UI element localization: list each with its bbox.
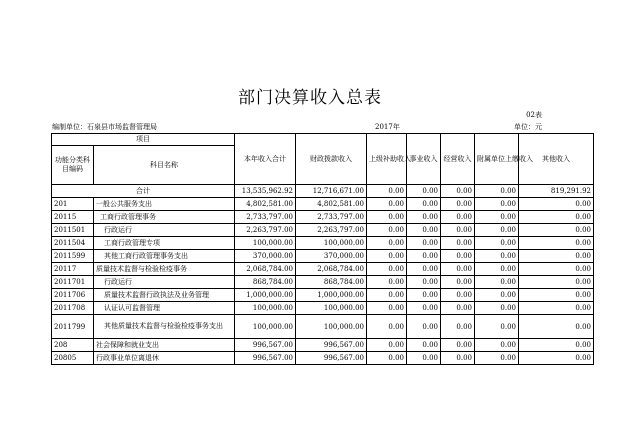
subsidy-cell: 0.00 xyxy=(367,224,407,237)
fiscal-cell: 1,000,000.00 xyxy=(296,289,367,302)
business-cell: 0.00 xyxy=(407,339,441,352)
subsidy-cell: 0.00 xyxy=(367,276,407,289)
total-cell: 100,000.00 xyxy=(235,302,296,315)
name-cell: 认证认可监督管理 xyxy=(94,302,235,315)
header-fiscal: 财政拨款收入 xyxy=(296,134,367,185)
header-total-income: 本年收入合计 xyxy=(235,134,296,185)
name-cell: 其他质量技术监督与检验检疫事务支出 xyxy=(94,315,235,339)
affiliated-cell: 0.00 xyxy=(475,352,519,365)
fiscal-cell: 2,733,797.00 xyxy=(296,211,367,224)
other-cell: 0.00 xyxy=(519,198,594,211)
table-row xyxy=(52,302,594,315)
subsidy-cell: 0.00 xyxy=(367,237,407,250)
operating-cell: 0.00 xyxy=(441,315,475,339)
code-cell: 20117 xyxy=(52,263,94,276)
code-cell: 2011504 xyxy=(52,237,94,250)
total-cell: 100,000.00 xyxy=(235,315,296,339)
fiscal-cell: 2,263,797.00 xyxy=(296,224,367,237)
code-cell: 2011706 xyxy=(52,289,94,302)
business-cell: 0.00 xyxy=(407,250,441,263)
affiliated-cell: 0.00 xyxy=(475,250,519,263)
table-row xyxy=(52,250,594,263)
header-name: 科目名称 xyxy=(94,146,235,185)
operating-cell: 0.00 xyxy=(441,352,475,365)
total-cell: 2,263,797.00 xyxy=(235,224,296,237)
operating-cell: 0.00 xyxy=(441,198,475,211)
code-cell: 208 xyxy=(52,339,94,352)
name-cell: 工商行政管理专项 xyxy=(94,237,235,250)
other-cell: 0.00 xyxy=(519,339,594,352)
business-cell: 0.00 xyxy=(407,211,441,224)
table-row xyxy=(52,211,594,224)
subsidy-cell: 0.00 xyxy=(367,211,407,224)
header-affiliated: 附属单位上缴收入 xyxy=(475,134,519,185)
table-row xyxy=(52,224,594,237)
other-cell: 0.00 xyxy=(519,302,594,315)
code-cell: 2011501 xyxy=(52,224,94,237)
page-title: 部门决算收入总表 xyxy=(238,88,382,108)
operating-cell: 0.00 xyxy=(441,211,475,224)
business-cell: 0.00 xyxy=(407,352,441,365)
fiscal-cell: 868,784.00 xyxy=(296,276,367,289)
affiliated-cell: 0.00 xyxy=(475,211,519,224)
table-row xyxy=(52,339,594,352)
operating-cell: 0.00 xyxy=(441,263,475,276)
total-affiliated-cell: 0.00 xyxy=(475,185,519,198)
affiliated-cell: 0.00 xyxy=(475,315,519,339)
business-cell: 0.00 xyxy=(407,276,441,289)
reporting-unit: 编制单位：石泉县市场监督管理局 xyxy=(52,123,157,131)
name-cell: 质量技术监督与检验检疫事务 xyxy=(94,263,235,276)
affiliated-cell: 0.00 xyxy=(475,224,519,237)
table-row xyxy=(52,352,594,365)
total-cell: 996,567.00 xyxy=(235,352,296,365)
business-cell: 0.00 xyxy=(407,237,441,250)
other-cell: 0.00 xyxy=(519,211,594,224)
subsidy-cell: 0.00 xyxy=(367,315,407,339)
other-cell: 0.00 xyxy=(519,352,594,365)
table-row xyxy=(52,237,594,250)
form-number: 02表 xyxy=(526,111,542,119)
business-cell: 0.00 xyxy=(407,315,441,339)
code-cell: 2011799 xyxy=(52,315,94,339)
report-year: 2017年 xyxy=(375,123,400,131)
other-cell: 0.00 xyxy=(519,263,594,276)
fiscal-cell: 100,000.00 xyxy=(296,315,367,339)
fiscal-cell: 4,802,581.00 xyxy=(296,198,367,211)
fiscal-cell: 100,000.00 xyxy=(296,237,367,250)
header-business: 事业收入 xyxy=(407,134,441,185)
fiscal-cell: 2,068,784.00 xyxy=(296,263,367,276)
name-cell: 社会保障和就业支出 xyxy=(94,339,235,352)
affiliated-cell: 0.00 xyxy=(475,263,519,276)
name-cell: 工商行政管理事务 xyxy=(94,211,235,224)
subsidy-cell: 0.00 xyxy=(367,339,407,352)
total-business-cell: 0.00 xyxy=(407,185,441,198)
total-row xyxy=(52,185,594,198)
subsidy-cell: 0.00 xyxy=(367,250,407,263)
table-row xyxy=(52,276,594,289)
fiscal-cell: 996,567.00 xyxy=(296,339,367,352)
affiliated-cell: 0.00 xyxy=(475,289,519,302)
business-cell: 0.00 xyxy=(407,224,441,237)
operating-cell: 0.00 xyxy=(441,250,475,263)
header-project: 项目 xyxy=(52,134,235,146)
table-row xyxy=(52,198,594,211)
other-cell: 0.00 xyxy=(519,250,594,263)
total-other-cell: 819,291.92 xyxy=(519,185,594,198)
total-income-cell: 13,535,962.92 xyxy=(235,185,296,198)
affiliated-cell: 0.00 xyxy=(475,339,519,352)
operating-cell: 0.00 xyxy=(441,339,475,352)
affiliated-cell: 0.00 xyxy=(475,302,519,315)
code-cell: 20115 xyxy=(52,211,94,224)
name-cell: 行政事业单位离退休 xyxy=(94,352,235,365)
total-cell: 1,000,000.00 xyxy=(235,289,296,302)
name-cell: 行政运行 xyxy=(94,224,235,237)
fiscal-cell: 370,000.00 xyxy=(296,250,367,263)
currency-unit: 单位：元 xyxy=(514,123,542,131)
other-cell: 0.00 xyxy=(519,289,594,302)
fiscal-cell: 996,567.00 xyxy=(296,352,367,365)
total-subsidy-cell: 0.00 xyxy=(367,185,407,198)
name-cell: 一般公共服务支出 xyxy=(94,198,235,211)
table-row xyxy=(52,315,594,339)
operating-cell: 0.00 xyxy=(441,302,475,315)
business-cell: 0.00 xyxy=(407,263,441,276)
operating-cell: 0.00 xyxy=(441,237,475,250)
code-cell: 2011708 xyxy=(52,302,94,315)
business-cell: 0.00 xyxy=(407,302,441,315)
name-cell: 行政运行 xyxy=(94,276,235,289)
table-row xyxy=(52,263,594,276)
total-cell: 370,000.00 xyxy=(235,250,296,263)
code-cell: 2011599 xyxy=(52,250,94,263)
total-cell: 2,068,784.00 xyxy=(235,263,296,276)
total-operating-cell: 0.00 xyxy=(441,185,475,198)
operating-cell: 0.00 xyxy=(441,289,475,302)
subsidy-cell: 0.00 xyxy=(367,302,407,315)
total-cell: 100,000.00 xyxy=(235,237,296,250)
total-cell: 996,567.00 xyxy=(235,339,296,352)
code-cell: 20805 xyxy=(52,352,94,365)
income-summary-table xyxy=(51,133,594,365)
name-cell: 其他工商行政管理事务支出 xyxy=(94,250,235,263)
table-row xyxy=(52,289,594,302)
other-cell: 0.00 xyxy=(519,224,594,237)
affiliated-cell: 0.00 xyxy=(475,276,519,289)
other-cell: 0.00 xyxy=(519,315,594,339)
other-cell: 0.00 xyxy=(519,237,594,250)
code-cell: 2011701 xyxy=(52,276,94,289)
operating-cell: 0.00 xyxy=(441,224,475,237)
subsidy-cell: 0.00 xyxy=(367,198,407,211)
total-label: 合计 xyxy=(52,185,235,198)
total-fiscal-cell: 12,716,671.00 xyxy=(296,185,367,198)
business-cell: 0.00 xyxy=(407,198,441,211)
header-subsidy: 上级补助收入 xyxy=(367,134,407,185)
subsidy-cell: 0.00 xyxy=(367,352,407,365)
total-cell: 868,784.00 xyxy=(235,276,296,289)
code-cell: 201 xyxy=(52,198,94,211)
header-other: 其他收入 xyxy=(519,134,594,185)
total-cell: 4,802,581.00 xyxy=(235,198,296,211)
business-cell: 0.00 xyxy=(407,289,441,302)
other-cell: 0.00 xyxy=(519,276,594,289)
affiliated-cell: 0.00 xyxy=(475,198,519,211)
fiscal-cell: 100,000.00 xyxy=(296,302,367,315)
header-code: 功能分类科目编码 xyxy=(52,146,94,185)
affiliated-cell: 0.00 xyxy=(475,237,519,250)
subsidy-cell: 0.00 xyxy=(367,263,407,276)
operating-cell: 0.00 xyxy=(441,276,475,289)
name-cell: 质量技术监督行政执法及业务管理 xyxy=(94,289,235,302)
header-operating: 经营收入 xyxy=(441,134,475,185)
subsidy-cell: 0.00 xyxy=(367,289,407,302)
total-cell: 2,733,797.00 xyxy=(235,211,296,224)
